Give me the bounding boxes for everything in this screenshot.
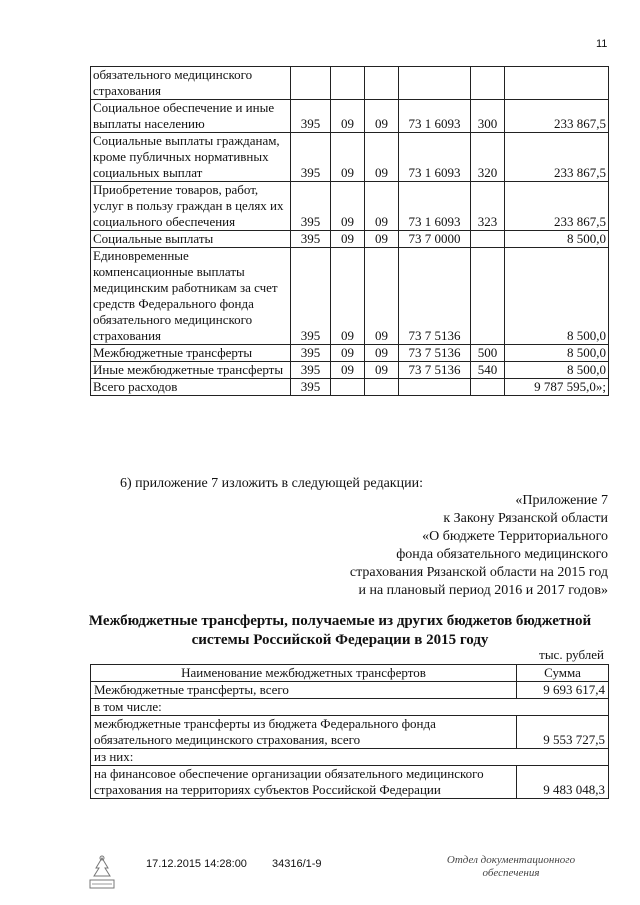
cell-admin-code: 395 [291,133,331,182]
cell-admin-code [291,67,331,100]
appendix-line: «Приложение 7 [515,493,608,508]
cell-target-article: 73 7 0000 [399,231,471,248]
header-sum: Сумма [517,665,609,682]
cell-admin-code: 395 [291,362,331,379]
table-row [91,682,609,699]
cell-target-article: 73 1 6093 [399,100,471,133]
cell-subsection: 09 [365,231,399,248]
cell-expense-type [471,248,505,345]
section-title: Межбюджетные трансферты, получаемые из других бюджетов бюджетной системы Российской Федерации в 2015 году [88,613,592,648]
cell-expense-type [471,379,505,396]
cell-sum [505,67,609,100]
cell-sum: 8 500,0 [505,362,609,379]
row-name: межбюджетные трансферты из бюджета Федерального фонда обязательного медицинского страхования, всего [91,716,517,749]
cell-target-article [399,67,471,100]
cell-subsection [365,379,399,396]
cell-expense-type: 300 [471,100,505,133]
stamp-line: Отдел документационного [446,854,576,866]
cell-target-article: 73 7 5136 [399,345,471,362]
cell-subsection: 09 [365,362,399,379]
table-row [91,133,609,182]
cell-target-article: 73 7 5136 [399,362,471,379]
row-name: Приобретение товаров, работ, услуг в пользу граждан в целях их социального обеспечения [91,182,291,231]
cell-subsection: 09 [365,100,399,133]
cell-target-article: 73 1 6093 [399,182,471,231]
transfers-table [90,664,609,799]
cell-section: 09 [331,248,365,345]
row-name: Социальные выплаты [91,231,291,248]
table-row [91,362,609,379]
cell-section [331,379,365,396]
table-row [91,699,609,716]
table-row [91,345,609,362]
row-name: в том числе: [91,699,609,716]
cell-sum: 8 500,0 [505,248,609,345]
appendix-line: «О бюджете Территориального [422,529,608,544]
table-header-row [91,665,609,682]
cell-section [331,67,365,100]
cell-expense-type: 323 [471,182,505,231]
table-row [91,248,609,345]
cell-section: 09 [331,362,365,379]
cell-expense-type: 500 [471,345,505,362]
cell-target-article: 73 1 6093 [399,133,471,182]
cell-target-article [399,379,471,396]
appendix-line: страхования Рязанской области на 2015 год [349,565,608,580]
row-name: Социальное обеспечение и иные выплаты населению [91,100,291,133]
cell-subsection: 09 [365,133,399,182]
appendix-line: к Закону Рязанской области [443,511,608,526]
cell-sum: 9 483 048,3 [517,766,609,799]
table-row [91,716,609,749]
cell-expense-type: 540 [471,362,505,379]
cell-section: 09 [331,345,365,362]
cell-subsection: 09 [365,248,399,345]
cell-expense-type [471,67,505,100]
cell-admin-code: 395 [291,379,331,396]
table-row [91,749,609,766]
row-name: Межбюджетные трансферты [91,345,291,362]
cell-subsection: 09 [365,182,399,231]
department-stamp [436,854,586,880]
appendix-heading [350,492,608,600]
stamp-line: обеспечения [482,867,540,879]
table-row [91,67,609,100]
expenses-table [90,66,609,396]
cell-sum: 233 867,5 [505,182,609,231]
unit-label: тыс. рублей [539,647,604,662]
cell-sum: 9 693 617,4 [517,682,609,699]
appendix-line: фонда обязательного медицинского [396,547,608,562]
header-name: Наименование межбюджетных трансфертов [91,665,517,682]
row-name: на финансовое обеспечение организации обязательного медицинского страхования на территориях субъектов Российской Федерации [91,766,517,799]
table-row [91,766,609,799]
cell-sum: 233 867,5 [505,133,609,182]
row-name: Межбюджетные трансферты, всего [91,682,517,699]
cell-admin-code: 395 [291,231,331,248]
cell-subsection: 09 [365,345,399,362]
cell-sum: 9 787 595,0»; [505,379,609,396]
amendment-note: 6) приложение 7 изложить в следующей редакции: [120,476,423,491]
row-name: Всего расходов [91,379,291,396]
cell-admin-code: 395 [291,345,331,362]
table-row [91,231,609,248]
cell-sum: 233 867,5 [505,100,609,133]
cell-section: 09 [331,182,365,231]
cell-section: 09 [331,231,365,248]
table-row [91,182,609,231]
appendix-line: и на плановый период 2016 и 2017 годов» [358,583,608,598]
cell-admin-code: 395 [291,182,331,231]
cell-section: 09 [331,133,365,182]
cell-expense-type: 320 [471,133,505,182]
cell-subsection [365,67,399,100]
cell-target-article: 73 7 5136 [399,248,471,345]
cell-admin-code: 395 [291,100,331,133]
cell-sum: 8 500,0 [505,345,609,362]
footer [86,854,626,894]
coat-of-arms-icon [86,854,118,892]
footer-doc-number: 34316/1-9 [272,858,322,870]
table-row [91,100,609,133]
cell-sum: 8 500,0 [505,231,609,248]
page-number: 11 [596,38,608,50]
cell-sum: 9 553 727,5 [517,716,609,749]
row-name: Единовременные компенсационные выплаты медицинским работникам за счет средств Федерального фонда обязательного медицинского страхования [91,248,291,345]
row-name: Социальные выплаты гражданам, кроме публичных нормативных социальных выплат [91,133,291,182]
table-row [91,379,609,396]
cell-section: 09 [331,100,365,133]
cell-expense-type [471,231,505,248]
row-name: Иные межбюджетные трансферты [91,362,291,379]
row-name: из них: [91,749,609,766]
row-name: обязательного медицинского страхования [91,67,291,100]
cell-admin-code: 395 [291,248,331,345]
footer-date: 17.12.2015 14:28:00 [146,858,247,870]
